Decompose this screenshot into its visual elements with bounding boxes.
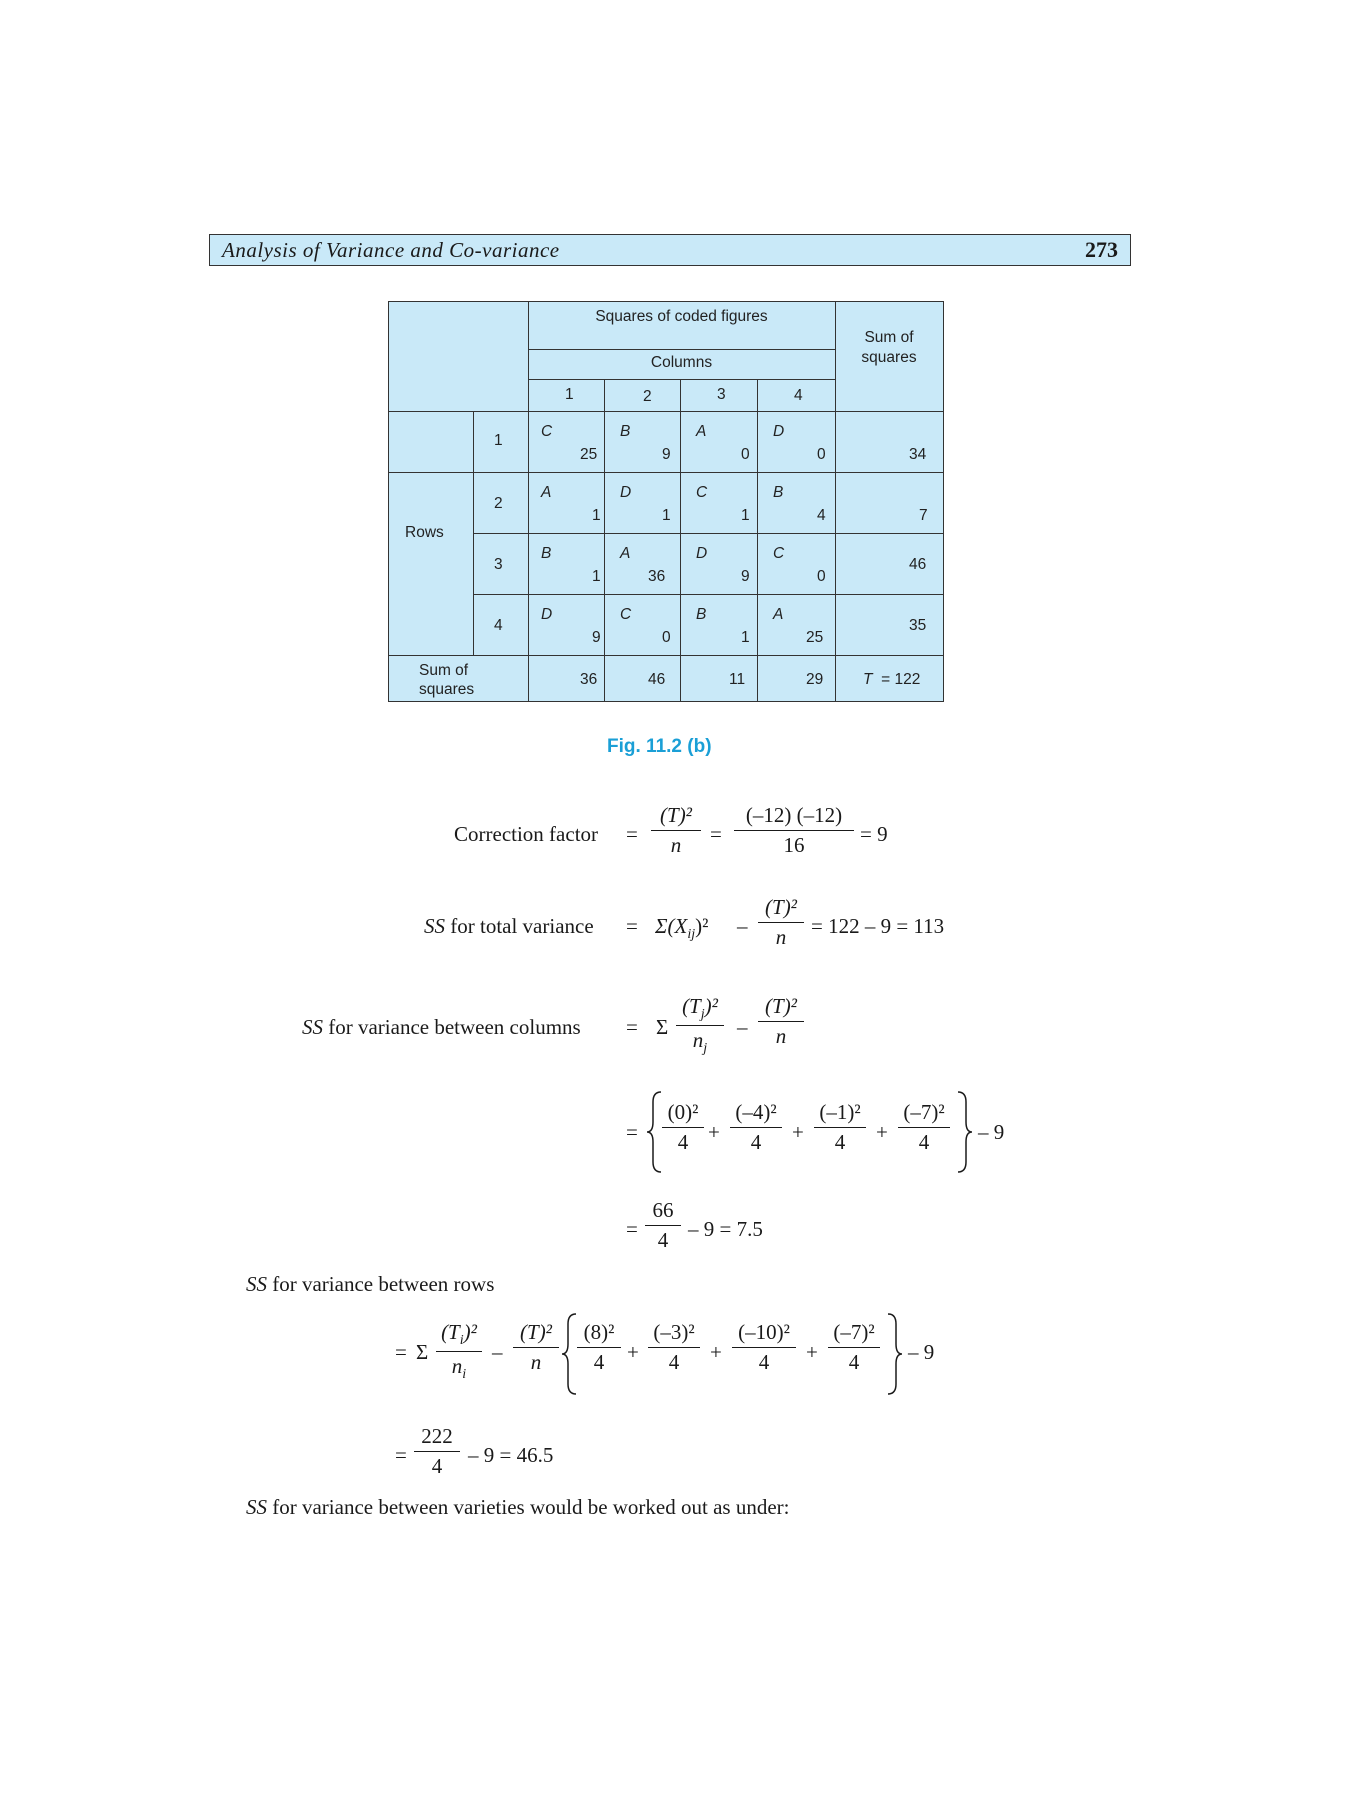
n-symbol: n [451, 1354, 463, 1379]
row-sum: 35 [909, 617, 927, 634]
table-rule [528, 379, 835, 380]
label-text: for variance between rows [267, 1272, 495, 1296]
plus-sign: + [792, 1120, 804, 1144]
total-value: = 122 [881, 671, 921, 688]
equals-sign: = [626, 1217, 638, 1241]
cell-value: 25 [580, 446, 598, 463]
tj-open: (T [682, 994, 701, 1018]
denominator: 4 [918, 1130, 930, 1154]
row-number: 1 [494, 432, 503, 449]
ti-open: (T [441, 1320, 460, 1344]
fraction [758, 994, 804, 1049]
label-text: for total variance [445, 914, 594, 938]
table-rule [604, 379, 605, 701]
variety-letter: A [773, 606, 784, 623]
denominator: 4 [677, 1130, 689, 1154]
result: = 9 [860, 822, 888, 846]
variety-letter: C [620, 606, 632, 623]
fraction [651, 803, 701, 858]
numerator: (0)² [662, 1100, 704, 1128]
variety-letter: D [696, 545, 708, 562]
ss-symbol: SS [246, 1272, 267, 1296]
cell-value: 9 [741, 568, 750, 585]
cell-value: 25 [806, 629, 824, 646]
table-rule [473, 533, 943, 534]
fraction [814, 1100, 866, 1155]
column-sum: 29 [806, 671, 824, 688]
numerator: 222 [414, 1424, 460, 1452]
numerator: (–4)² [730, 1100, 782, 1128]
closing: )² [695, 914, 709, 938]
cell-value: 9 [662, 446, 671, 463]
numerator: (T)² [651, 803, 701, 831]
group-header: Squares of coded figures [595, 308, 768, 325]
equals-sign: = [626, 822, 638, 846]
sigma-symbol: Σ [416, 1340, 429, 1364]
numerator [676, 994, 724, 1026]
result: – 9 = 46.5 [468, 1443, 554, 1467]
plus-sign: + [806, 1340, 818, 1364]
table-rule [389, 472, 473, 473]
fraction [436, 1320, 482, 1383]
table-rule [389, 655, 943, 656]
right-brace-icon [954, 1090, 974, 1174]
figure-caption: Fig. 11.2 (b) [607, 736, 712, 757]
numerator: 66 [645, 1198, 681, 1226]
denominator: 4 [758, 1350, 770, 1374]
cell-value: 0 [817, 568, 826, 585]
numerator: (–12) (–12) [734, 803, 854, 831]
numerator: (T)² [513, 1320, 559, 1348]
fraction [828, 1320, 880, 1375]
tj-close: )² [704, 994, 718, 1018]
equals-sign: = [710, 822, 722, 846]
grand-total [863, 671, 920, 689]
total-symbol: T [863, 671, 873, 688]
plus-sign: + [876, 1120, 888, 1144]
fraction [645, 1198, 681, 1253]
sigma-x: Σ(X [655, 914, 688, 938]
ss-symbol: SS [424, 914, 445, 938]
numerator: (–3)² [648, 1320, 700, 1348]
minus-sign: – [737, 914, 748, 938]
squares-table [388, 301, 944, 702]
equals-sign: = [626, 1015, 638, 1039]
minus-sign: – [492, 1340, 503, 1364]
denominator: n [670, 833, 682, 857]
fraction [732, 1320, 796, 1375]
rows-variance-label [246, 1272, 494, 1297]
cell-value: 1 [592, 507, 601, 524]
numerator: (8)² [577, 1320, 621, 1348]
ss-symbol: SS [302, 1015, 323, 1039]
sum-xij [655, 914, 708, 943]
fraction [414, 1424, 460, 1479]
equals-sign: = [626, 1120, 638, 1144]
n-symbol: n [692, 1028, 704, 1053]
fraction [676, 994, 724, 1057]
variety-letter: B [620, 423, 631, 440]
column-number: 2 [643, 388, 652, 405]
running-header [209, 234, 1131, 266]
row-number: 2 [494, 495, 503, 512]
minus-nine: – 9 [978, 1120, 1005, 1144]
denominator: 4 [657, 1228, 669, 1252]
denominator: 4 [593, 1350, 605, 1374]
ss-symbol: SS [246, 1495, 267, 1519]
label-text: for variance between columns [323, 1015, 581, 1039]
subscript: i [462, 1367, 467, 1383]
denominator: 16 [783, 833, 805, 857]
minus-nine: – 9 [908, 1340, 935, 1364]
table-rule [680, 379, 681, 701]
denominator [436, 1352, 482, 1383]
numerator [436, 1320, 482, 1352]
denominator [676, 1026, 724, 1057]
columns-variance-label [302, 1015, 581, 1040]
columns-label: Columns [650, 354, 713, 371]
table-rule [757, 379, 758, 701]
cell-value: 36 [648, 568, 666, 585]
variety-letter: C [541, 423, 553, 440]
denominator: 4 [668, 1350, 680, 1374]
table-rule [473, 594, 943, 595]
column-number: 3 [717, 386, 726, 403]
cell-value: 4 [817, 507, 826, 524]
denominator: n [530, 1350, 542, 1374]
variety-letter: B [696, 606, 707, 623]
cell-value: 1 [592, 568, 601, 585]
variety-letter: D [541, 606, 553, 623]
fraction [648, 1320, 700, 1375]
numerator: (–7)² [828, 1320, 880, 1348]
cell-value: 1 [741, 507, 750, 524]
denominator: 4 [431, 1454, 443, 1478]
variety-letter: B [541, 545, 552, 562]
denominator: n [775, 925, 787, 949]
denominator: 4 [750, 1130, 762, 1154]
chapter-title: Analysis of Variance and Co-variance [222, 238, 560, 262]
cell-value: 1 [741, 629, 750, 646]
cell-value: 1 [662, 507, 671, 524]
ti-close: )² [463, 1320, 477, 1344]
plus-sign: + [710, 1340, 722, 1364]
row-sum: 34 [909, 446, 927, 463]
fraction [513, 1320, 559, 1375]
plus-sign: + [708, 1120, 720, 1144]
numerator: (T)² [758, 994, 804, 1022]
result: – 9 = 7.5 [688, 1217, 763, 1241]
equals-sign: = [395, 1443, 407, 1467]
column-number: 1 [565, 386, 574, 403]
fraction [898, 1100, 950, 1155]
column-sum: 36 [580, 671, 598, 688]
rows-label: Rows [405, 524, 444, 541]
footer-label: Sum of squares [419, 662, 475, 698]
column-number: 4 [794, 387, 803, 404]
variety-letter: A [696, 423, 707, 440]
denominator: n [775, 1024, 787, 1048]
right-brace-icon [884, 1312, 904, 1396]
column-sum: 46 [648, 671, 666, 688]
variety-letter: A [620, 545, 631, 562]
total-variance-label [424, 914, 594, 939]
fraction [734, 803, 854, 858]
table-rule [473, 411, 474, 655]
cell-value: 0 [817, 446, 826, 463]
numerator: (–10)² [732, 1320, 796, 1348]
fraction [662, 1100, 704, 1155]
denominator: 4 [848, 1350, 860, 1374]
sum-header: Sum of squares [861, 329, 917, 366]
cell-value: 0 [741, 446, 750, 463]
cell-value: 0 [662, 629, 671, 646]
subscript: j [700, 1007, 705, 1023]
subscript: i [459, 1333, 464, 1349]
sigma-symbol: Σ [656, 1015, 669, 1039]
minus-sign: – [737, 1015, 748, 1039]
numerator: (–1)² [814, 1100, 866, 1128]
fraction [730, 1100, 782, 1155]
table-rule [473, 472, 943, 473]
row-number: 4 [494, 617, 503, 634]
varieties-sentence [246, 1495, 789, 1520]
variety-letter: C [696, 484, 708, 501]
table-rule [528, 349, 835, 350]
numerator: (–7)² [898, 1100, 950, 1128]
column-sum: 11 [729, 671, 746, 688]
equals-sign: = [626, 914, 638, 938]
denominator: 4 [834, 1130, 846, 1154]
page-number: 273 [1085, 237, 1118, 262]
subscript: j [703, 1041, 708, 1057]
row-sum: 46 [909, 556, 927, 573]
fraction [758, 895, 804, 950]
sentence-text: for variance between varieties would be worked out as under: [267, 1495, 790, 1519]
result: = 122 – 9 = 113 [811, 914, 945, 938]
fraction [577, 1320, 621, 1375]
variety-letter: B [773, 484, 784, 501]
correction-factor-label: Correction factor [454, 822, 599, 846]
variety-letter: D [620, 484, 632, 501]
subscript: ij [687, 927, 696, 943]
row-sum: 7 [919, 507, 928, 524]
equals-sign: = [395, 1340, 407, 1364]
variety-letter: A [541, 484, 552, 501]
variety-letter: C [773, 545, 785, 562]
numerator: (T)² [758, 895, 804, 923]
plus-sign: + [627, 1340, 639, 1364]
row-number: 3 [494, 556, 503, 573]
variety-letter: D [773, 423, 785, 440]
cell-value: 9 [592, 629, 601, 646]
